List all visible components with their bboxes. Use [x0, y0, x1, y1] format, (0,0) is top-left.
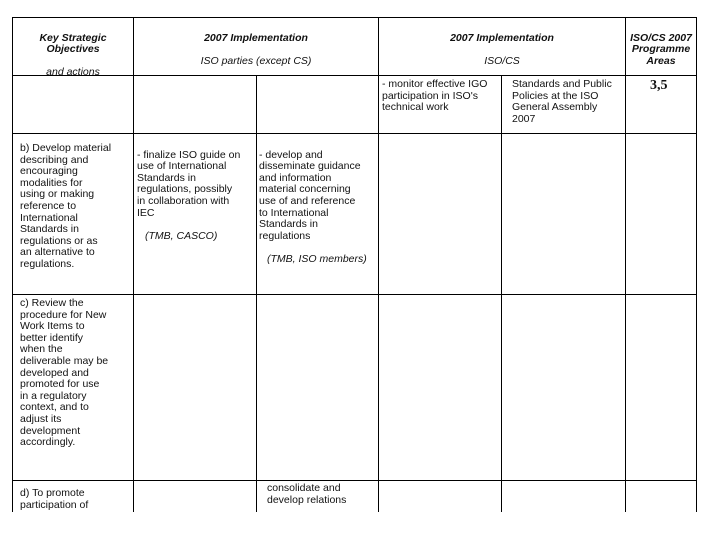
row-b-objective: b) Develop material describing and encouraging modalities for using or making reference to International Standards in regulations or as an alternative to regulations.: [20, 142, 112, 270]
row-b-iso-parties-action-2-text: - develop and disseminate guidance and information material concerning use of and reference to International Standards in regulations: [259, 148, 361, 242]
row-a-iso-cs-action: - monitor effective IGO participation in ISO's technical work: [382, 78, 488, 114]
rule-col4: [625, 17, 626, 512]
header-programme-areas: [626, 21, 696, 79]
rule-col2: [133, 17, 134, 512]
header-objectives-title: Key Strategic Objectives: [39, 31, 107, 56]
row-d-iso-parties-action-2: consolidate and develop relations: [267, 482, 347, 506]
row-b-iso-parties-action-2-ref: (TMB, ISO members): [267, 252, 367, 265]
rule-left: [12, 17, 13, 512]
rule-col3: [378, 17, 379, 512]
row-b-iso-parties-action-1-ref: (TMB, CASCO): [145, 229, 218, 242]
row-d-objective: d) To promote participation of: [20, 487, 89, 511]
header-iso-cs: [380, 21, 624, 79]
rule-right: [696, 17, 697, 512]
row-b-iso-parties-action-2: [259, 138, 377, 266]
row-a-programme-area: 3,5: [650, 78, 668, 93]
row-b-iso-parties-action-1-text: - finalize ISO guide on use of International Standards in regulations, possibly in collaboration with IEC: [137, 148, 241, 219]
rule-col2-split: [256, 75, 257, 512]
rule-row-b-bottom: [12, 294, 696, 295]
header-programme-areas-title: ISO/CS 2007 Programme Areas: [630, 31, 692, 67]
header-iso-cs-title: 2007 Implementation: [450, 31, 554, 44]
header-iso-cs-sub: ISO/CS: [484, 54, 520, 67]
rule-top: [12, 17, 696, 18]
rule-col3-split: [501, 75, 502, 512]
rule-row-a-bottom: [12, 133, 696, 134]
header-objectives-sub: and actions: [46, 66, 100, 79]
row-a-standards-policies: Standards and Public Policies at the ISO General Assembly 2007: [512, 78, 612, 125]
header-iso-parties-sub: ISO parties (except CS): [200, 54, 312, 67]
row-b-iso-parties-action-1: [137, 138, 255, 242]
header-iso-parties-title: 2007 Implementation: [204, 31, 308, 44]
header-iso-parties: [135, 21, 377, 79]
row-c-objective: c) Review the procedure for New Work Items to better identify when the deliverable may be developed and promoted for use in a regulatory context, and to adjust its development accordingly.: [20, 297, 109, 449]
rule-row-c-bottom: [12, 480, 696, 481]
header-objectives: [14, 21, 132, 91]
